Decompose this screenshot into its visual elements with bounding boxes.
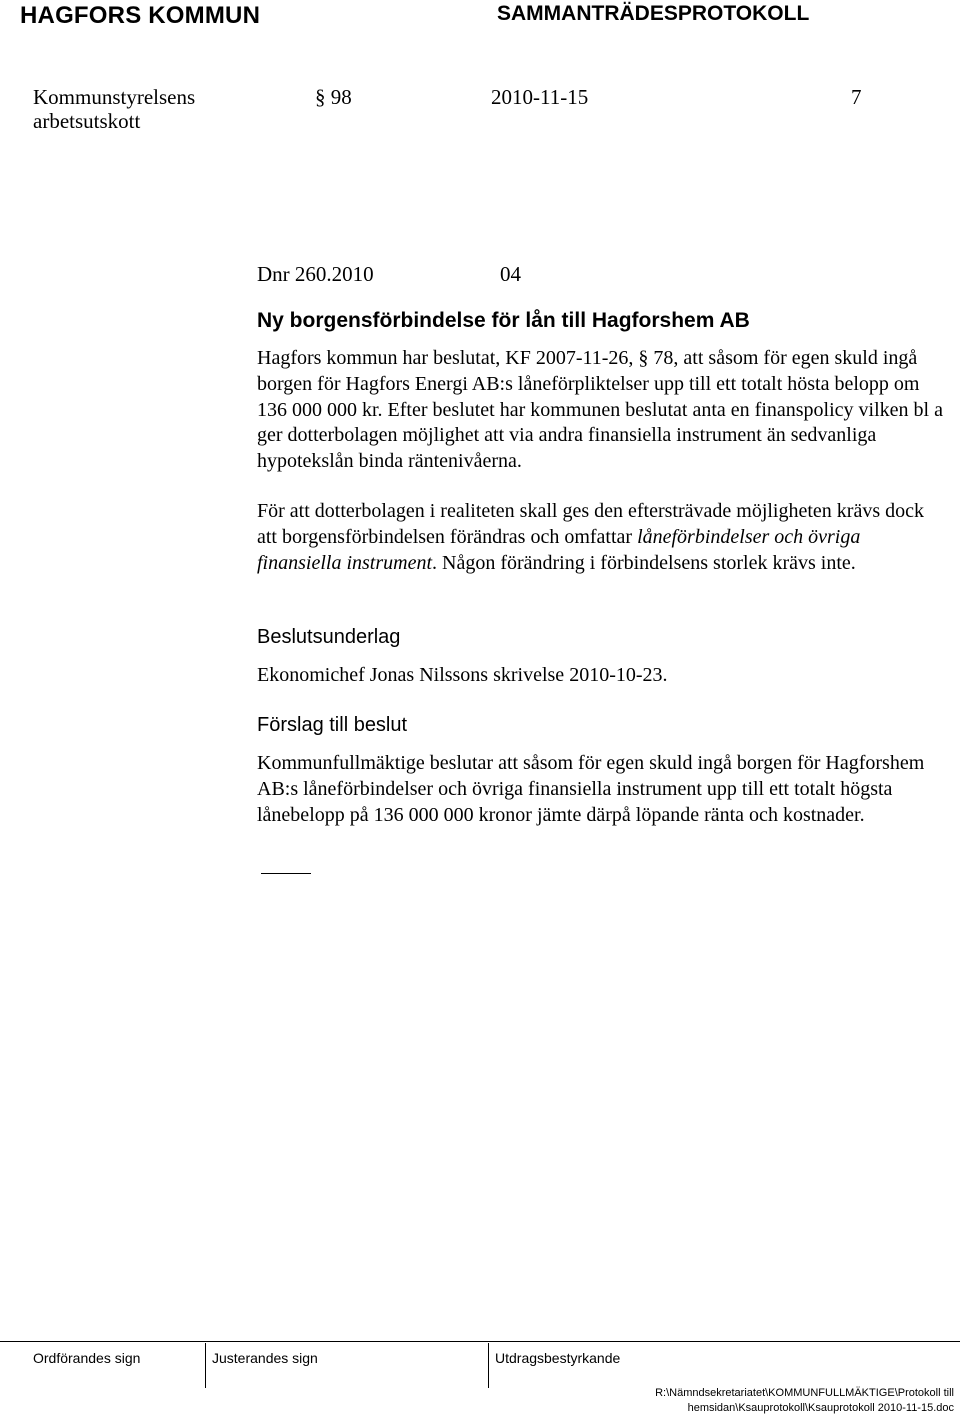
proposal-text: Kommunfullmäktige beslutar att såsom för egen skuld ingå borgen för Hagforshem AB:s låneförbindelser och övriga finansiella instrument upp till ett totalt högsta lånebelopp på 136 000 000 kronor jämte därpå löpande ränta och kostnader.: [257, 752, 925, 826]
case-sub-number: 04: [500, 262, 521, 286]
page-number: 7: [851, 85, 862, 109]
file-path-line: hemsidan\Ksauprotokoll\Ksauprotokoll 2010-11-15.doc: [687, 1402, 954, 1414]
basis-text: Ekonomichef Jonas Nilssons skrivelse 2010-10-23.: [257, 664, 668, 686]
basis-heading: Beslutsunderlag: [257, 626, 401, 648]
end-of-section-line: [261, 873, 311, 874]
body-name: Kommunstyrelsens arbetsutskott: [33, 85, 196, 133]
footer-column-divider: [205, 1343, 206, 1388]
file-path-line: R:\Nämndsekretariatet\KOMMUNFULLMÄKTIGE\Protokoll till: [655, 1387, 954, 1399]
org-name: HAGFORS KOMMUN: [20, 2, 261, 29]
motivation-paragraph: [257, 499, 947, 576]
background-paragraph: Hagfors kommun har beslutat, KF 2007-11-26, § 78, att såsom för egen skuld ingå borgen för Hagfors Energi AB:s låneförpliktelser upp till ett totalt hösta belopp om 136 000 000 kr. Efter beslutet har kommunen beslutat anta en finanspolicy vilken bl a ger dotterbolagen möjlighet att via andra finansiella instrument än sedvanliga hypotekslån binda räntenivåerna.: [257, 347, 943, 473]
chair-sign-label: Ordförandes sign: [33, 1350, 141, 1366]
case-number: Dnr 260.2010: [257, 262, 374, 286]
proposal-heading: Förslag till beslut: [257, 714, 408, 736]
file-path: [655, 1386, 954, 1416]
footer-column-divider: [488, 1343, 489, 1388]
case-title: Ny borgensförbindelse för lån till Hagforshem AB: [257, 309, 750, 332]
certification-label: Utdragsbestyrkande: [495, 1350, 621, 1366]
document-type: SAMMANTRÄDESPROTOKOLL: [497, 2, 810, 25]
footer-divider: [0, 1341, 960, 1342]
adjuster-sign-label: Justerandes sign: [212, 1350, 318, 1366]
motivation-text-start: För att dotterbolagen i realiteten skall ges den eftersträvade möjligheten krävs dock att borgensförbindelsen förändras och omfattar: [257, 500, 924, 548]
paragraph-number: § 98: [315, 85, 352, 109]
motivation-text-italic: låneförbindelser och övriga finansiella instrument: [257, 525, 861, 574]
motivation-text-end: . Någon förändring i förbindelsens storlek krävs inte.: [432, 551, 856, 574]
meeting-date: 2010-11-15: [491, 85, 589, 109]
